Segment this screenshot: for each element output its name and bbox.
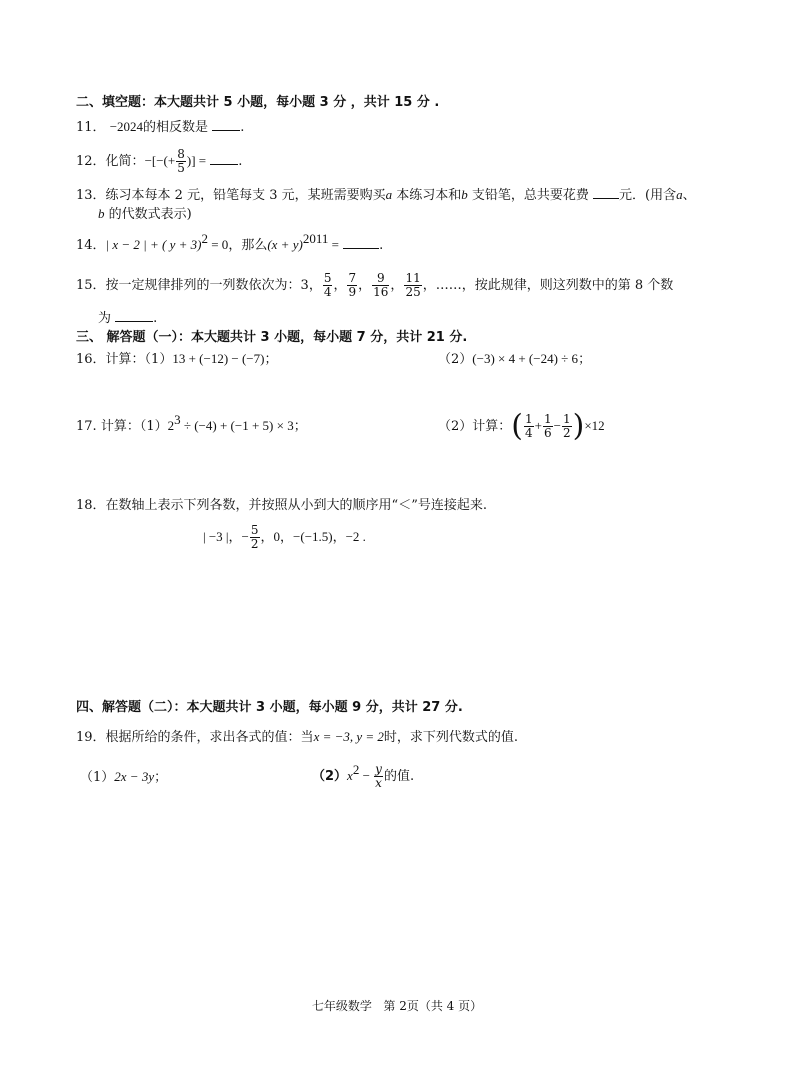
fraction bbox=[176, 148, 186, 175]
fraction-numerator: 5 bbox=[323, 271, 332, 285]
math-expression: = 0 bbox=[207, 237, 229, 252]
question-text: 的相反数是 bbox=[143, 120, 209, 135]
math-expression: −[−(+ bbox=[144, 153, 176, 168]
fraction bbox=[562, 413, 572, 440]
punctuation: . bbox=[238, 154, 243, 169]
question-text: 按一定规律排列的一列数依次为：3， bbox=[105, 278, 322, 293]
fraction-denominator: 9 bbox=[348, 285, 357, 299]
question-15: 15．按一定规律排列的一列数依次为：3， $\frac{5}{4}$ ， $\frac{7}{9}$ ， $\frac{9}{16}$ ， $\frac{11}{25}$ ，……，按此规律，则这列数中的第 8 个数 bbox=[76, 271, 674, 299]
question-text: 根据所给的条件，求出各式的值：当 bbox=[105, 730, 314, 745]
question-number: 15． bbox=[76, 278, 106, 293]
math-expression: −2024 bbox=[109, 119, 144, 134]
question-number: 12． bbox=[76, 154, 106, 169]
math-expression: ×12 bbox=[584, 418, 605, 433]
punctuation: ； bbox=[154, 770, 168, 785]
question-13 bbox=[76, 185, 696, 205]
math-expression: 2 bbox=[167, 418, 175, 433]
question-16-part2 bbox=[438, 350, 591, 369]
punctuation: . bbox=[379, 238, 384, 253]
question-16 bbox=[76, 350, 278, 369]
fraction-denominator: 4 bbox=[525, 426, 533, 440]
fraction bbox=[347, 272, 357, 299]
fraction bbox=[404, 272, 421, 299]
footer-page-number: 第 2页（共 4 页） bbox=[383, 999, 483, 1013]
operator: − bbox=[553, 418, 561, 433]
question-19-part1 bbox=[80, 768, 167, 787]
footer-subject: 七年级数学 bbox=[311, 999, 372, 1013]
fraction bbox=[323, 272, 333, 299]
operator: − bbox=[241, 529, 249, 544]
question-part-label: （2） bbox=[312, 769, 348, 784]
number-list: | −3 |， bbox=[203, 529, 242, 544]
fraction bbox=[374, 763, 383, 790]
math-expression: )] = bbox=[186, 153, 207, 168]
math-expression: 2x − 3y bbox=[114, 769, 155, 784]
question-19-part2 bbox=[312, 760, 414, 793]
answer-blank[interactable] bbox=[115, 308, 153, 322]
fraction-denominator: 25 bbox=[405, 285, 421, 299]
exponent: 2 bbox=[352, 762, 360, 777]
fraction-numerator: 8 bbox=[177, 147, 185, 161]
question-text: 的值. bbox=[383, 769, 415, 784]
question-18-items bbox=[203, 523, 366, 552]
question-text: 本练习本和 bbox=[392, 188, 462, 203]
math-expression: 13 + (−12) − (−7) bbox=[172, 351, 265, 366]
question-11 bbox=[76, 117, 244, 137]
question-text: 计算：（1） bbox=[105, 352, 173, 367]
question-text: 支铅笔，总共要花费 bbox=[467, 188, 589, 203]
question-number: 19． bbox=[76, 730, 106, 745]
question-number: 17. bbox=[76, 419, 101, 434]
answer-blank[interactable] bbox=[593, 185, 619, 199]
math-expression: = bbox=[328, 237, 339, 252]
question-text: ，那么 bbox=[228, 238, 268, 253]
question-number: 14． bbox=[76, 238, 106, 253]
question-number: 18． bbox=[76, 498, 106, 513]
fraction-denominator: 6 bbox=[543, 426, 552, 440]
answer-blank[interactable] bbox=[212, 117, 240, 131]
operator: − bbox=[359, 768, 374, 783]
exponent: 2011 bbox=[302, 231, 329, 246]
fraction-denominator: 2 bbox=[562, 426, 571, 440]
question-text: 的代数式表示) bbox=[104, 207, 192, 222]
fraction-numerator: 1 bbox=[562, 412, 571, 426]
fraction-numerator: y bbox=[375, 762, 382, 776]
question-text: 在数轴上表示下列各数，并按照从小到大的顺序用“＜”号连接起来. bbox=[105, 498, 487, 513]
fraction-denominator: x bbox=[375, 776, 382, 790]
answer-blank[interactable] bbox=[210, 151, 238, 165]
fraction bbox=[372, 272, 389, 299]
math-expression: | x − 2 | + ( y + 3) bbox=[105, 237, 202, 252]
question-text: 化简： bbox=[105, 154, 145, 169]
punctuation: ； bbox=[293, 419, 307, 434]
question-text: 练习本每本 2 元，铅笔每支 3 元，某班需要购买 bbox=[105, 188, 386, 203]
fraction-numerator: 1 bbox=[543, 412, 552, 426]
question-17 bbox=[76, 412, 307, 436]
variable: b bbox=[98, 206, 105, 221]
page-footer bbox=[0, 997, 794, 1014]
question-14 bbox=[76, 231, 384, 255]
question-12 bbox=[76, 148, 242, 175]
question-13-line2 bbox=[98, 205, 192, 224]
question-18 bbox=[76, 497, 487, 515]
fraction-numerator: 9 bbox=[372, 272, 389, 286]
fraction-numerator: 11 bbox=[405, 271, 421, 285]
variable: a bbox=[676, 187, 683, 202]
question-part-label: （1） bbox=[80, 770, 115, 785]
punctuation: . bbox=[153, 311, 158, 326]
fraction-numerator: 1 bbox=[525, 412, 533, 426]
fraction bbox=[250, 524, 260, 551]
question-number: 13． bbox=[76, 188, 106, 203]
math-expression: ÷ (−4) + (−1 + 5) × 3 bbox=[180, 418, 294, 433]
operator: + bbox=[534, 418, 542, 433]
question-text: 为 bbox=[98, 311, 112, 326]
fraction-numerator: 7 bbox=[348, 271, 357, 285]
question-text: 计算：（1） bbox=[100, 419, 168, 434]
fraction-denominator: 16 bbox=[373, 285, 389, 299]
left-paren: ( bbox=[511, 408, 523, 444]
punctuation: ； bbox=[578, 352, 592, 367]
question-15-line2 bbox=[98, 308, 157, 328]
fraction-denominator: 2 bbox=[250, 537, 259, 551]
question-part-label: （2）计算： bbox=[438, 419, 512, 434]
math-expression: (−3) × 4 + (−24) ÷ 6 bbox=[472, 351, 579, 366]
right-paren: ) bbox=[572, 408, 585, 444]
question-text: 、 bbox=[682, 188, 696, 203]
question-part-label: （2） bbox=[438, 352, 473, 367]
fraction-numerator: 5 bbox=[250, 523, 259, 537]
math-expression: (x + y) bbox=[267, 237, 303, 252]
question-text: ，……，按此规律，则这列数中的第 8 个数 bbox=[422, 278, 674, 293]
math-expression: x = −3, y = 2 bbox=[313, 729, 384, 744]
question-number: 11． bbox=[76, 120, 106, 135]
answer-blank[interactable] bbox=[343, 235, 379, 249]
fraction bbox=[543, 413, 553, 440]
exponent: 2 bbox=[201, 231, 208, 246]
section-2-heading: 二、填空题：本大题共计 5 小题，每小题 3 分 ，共计 15 分 . bbox=[76, 95, 440, 110]
punctuation: ； bbox=[264, 352, 278, 367]
question-text: 时，求下列代数式的值. bbox=[383, 730, 519, 745]
exponent: 3 bbox=[174, 412, 181, 427]
section-3-heading: 三、 解答题（一）：本大题共计 3 小题，每小题 7 分，共计 21 分. bbox=[76, 330, 468, 345]
question-number: 16． bbox=[76, 352, 106, 367]
section-4-heading: 四、解答题（二）：本大题共计 3 小题，每小题 9 分，共计 27 分. bbox=[76, 700, 463, 715]
math-expression: x bbox=[347, 768, 353, 783]
fraction-denominator: 5 bbox=[177, 161, 185, 175]
fraction bbox=[524, 413, 534, 440]
fraction-denominator: 4 bbox=[323, 285, 332, 299]
variable: a bbox=[385, 187, 393, 202]
question-17-part2 bbox=[438, 410, 605, 443]
number-list: ，0，−(−1.5)，−2 . bbox=[260, 529, 366, 544]
punctuation: . bbox=[240, 120, 245, 135]
question-19 bbox=[76, 728, 518, 747]
question-text: 元．(用含 bbox=[619, 188, 677, 203]
variable: b bbox=[461, 187, 468, 202]
